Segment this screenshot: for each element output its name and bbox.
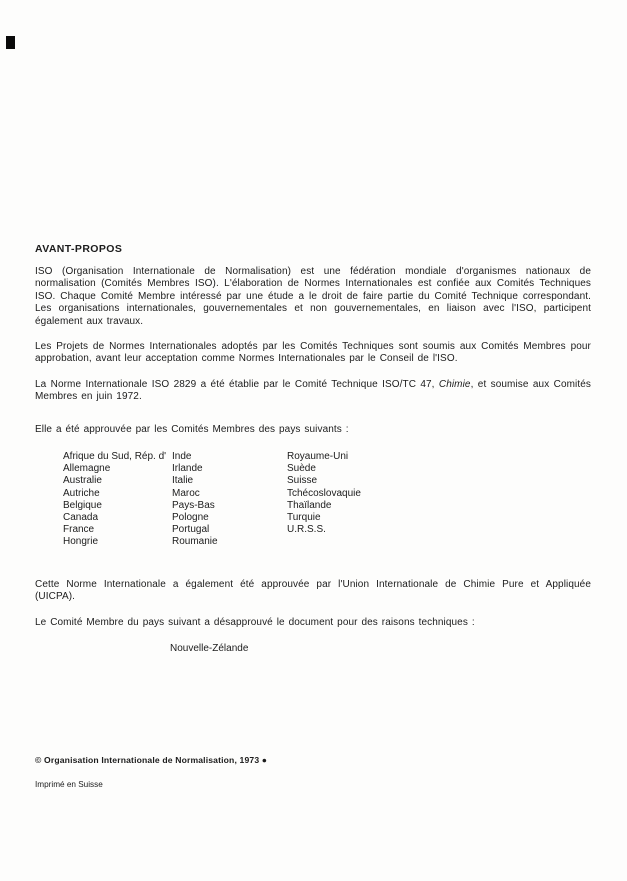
country-item: Turquie (287, 512, 321, 524)
country-item: Inde (172, 451, 192, 463)
country-item: Pologne (172, 512, 209, 524)
country-item: Tchécoslovaquie (287, 487, 361, 499)
page-footer (35, 755, 591, 789)
scan-corner-mark (6, 36, 15, 49)
country-item: Maroc (172, 487, 200, 499)
country-item: U.R.S.S. (287, 524, 326, 536)
country-column-1 (63, 451, 172, 549)
country-item: Thaïlande (287, 499, 332, 511)
country-column-3 (287, 451, 447, 549)
paragraph-uicpa: Cette Norme Internationale a également été approuvée par l'Union Internationale de Chimie Pure et Appliquée (UICPA). (35, 578, 591, 603)
country-item: Allemagne (63, 463, 111, 475)
country-column-2 (172, 451, 287, 549)
paragraph-standard-origin-prefix: La Norme Internationale ISO 2829 a été établie par le Comité Technique ISO/TC 47, (35, 378, 439, 390)
country-item: Afrique du Sud, Rép. d' (63, 451, 167, 463)
document-content (35, 243, 591, 655)
country-item: Pays-Bas (172, 499, 215, 511)
country-item: Autriche (63, 487, 100, 499)
paragraph-iso-intro: ISO (Organisation Internationale de Normalisation) est une fédération mondiale d'organismes nationaux de normalisation (Comités Membres ISO). L'élaboration de Normes Internationales est confiée aux Comités Techniques ISO. Chaque Comité Membre intéressé par une étude a le droit de faire partie du Comité Technique correspondant. Les organisations internationales, gouvernementales et non gouvernementales, en liaison avec l'ISO, participent également aux travaux. (35, 266, 591, 327)
country-item: Portugal (172, 524, 210, 536)
paragraph-standard-origin (35, 379, 591, 404)
paragraph-disapproval: Le Comité Membre du pays suivant a désapprouvé le document pour des raisons techniques : (35, 616, 475, 628)
section-heading: AVANT-PROPOS (35, 243, 123, 255)
paragraph-standard-origin-suffix: , et soumise aux Comités Membres en juin 1972. (35, 378, 591, 403)
country-item: Suède (287, 463, 316, 475)
country-item: Canada (63, 512, 99, 524)
printed-in-line: Imprimé en Suisse (35, 780, 103, 789)
country-columns (35, 451, 591, 549)
country-item: Australie (63, 475, 102, 487)
country-item: Royaume-Uni (287, 451, 349, 463)
copyright-line: © Organisation Internationale de Normalisation, 1973 ● (35, 755, 268, 765)
country-item: France (63, 524, 95, 536)
country-item: Irlande (172, 463, 203, 475)
approval-intro: Elle a été approuvée par les Comités Membres des pays suivants : (35, 423, 349, 435)
country-item: Italie (172, 475, 194, 487)
country-item: Suisse (287, 475, 318, 487)
country-item: Belgique (63, 499, 102, 511)
country-item: Hongrie (63, 536, 99, 548)
country-item: Roumanie (172, 536, 218, 548)
paragraph-drafts: Les Projets de Normes Internationales adoptés par les Comités Techniques sont soumis aux Comités Membres pour approbation, avant leur acceptation comme Normes Internationales par le Conseil de l'ISO. (35, 341, 591, 365)
paragraph-standard-origin-italic: Chimie (438, 378, 471, 390)
disapproving-country: Nouvelle-Zélande (170, 642, 249, 654)
